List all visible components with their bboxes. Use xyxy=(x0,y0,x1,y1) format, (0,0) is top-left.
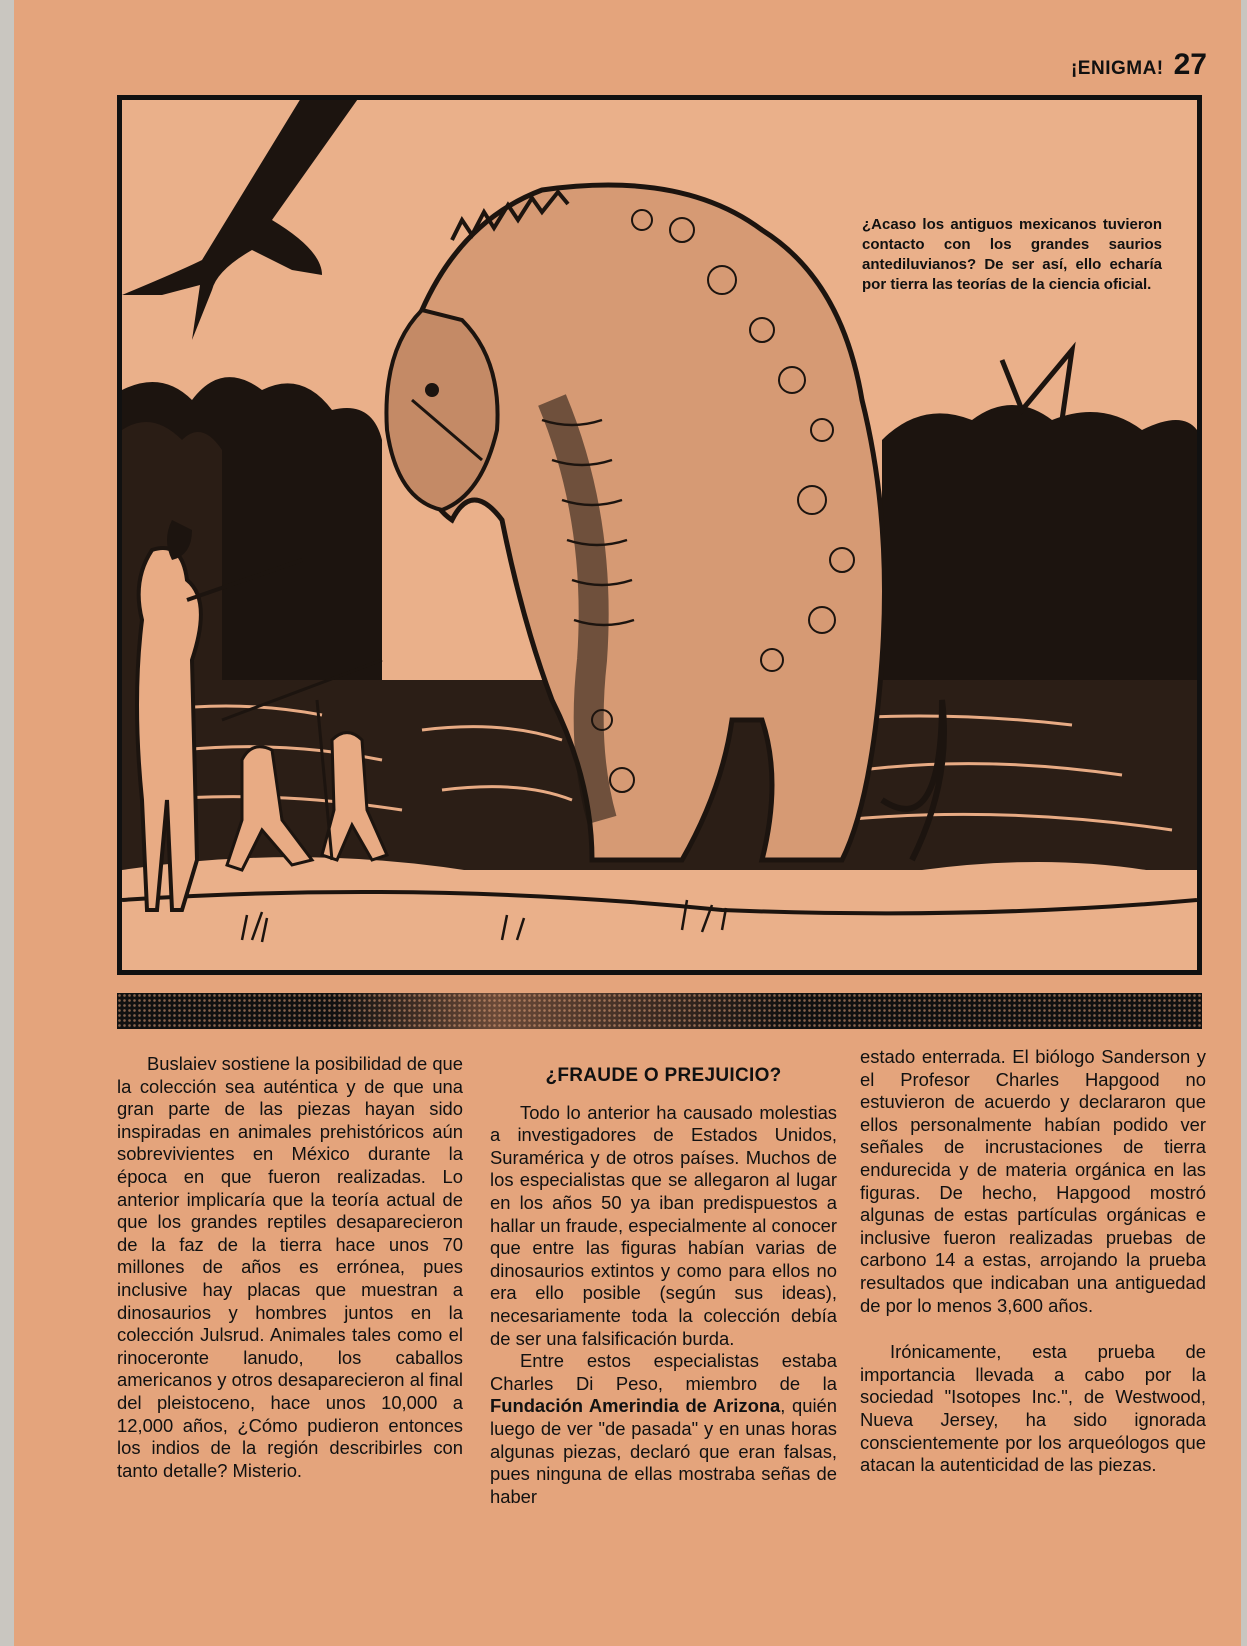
page-header xyxy=(1071,48,1207,82)
paragraph xyxy=(490,1350,837,1508)
article-column-2 xyxy=(490,1053,837,1508)
paragraph-text: Entre estos especialistas estaba Charles Di Peso, miembro de la xyxy=(490,1350,837,1394)
article-column-1 xyxy=(117,1053,463,1482)
page-number: 27 xyxy=(1173,48,1207,81)
paragraph: Todo lo anterior ha causado molestias a investigadores de Estados Unidos, Suramérica y de otros países. Muchos de los especialistas que se allegaron al lugar en los años 50 ya iban predispuestos a hallar un fraude, especialmente al conocer que entre las figuras habían varias de dinosaurios extintos y como para ellos no era ello posible (según sus ideas), necesariamente toda la colección debía de ser una falsificación burda. xyxy=(490,1101,837,1349)
page-edge-right xyxy=(1241,0,1247,1646)
illustration-caption: ¿Acaso los antiguos mexicanos tuvieron contacto con los grandes saurios antediluvianos? De ser así, ello echaría por tierra las teorías de la ciencia oficial. xyxy=(862,216,1162,293)
article-column-3 xyxy=(860,1046,1206,1477)
magazine-name: ¡ENIGMA! xyxy=(1070,58,1164,79)
paragraph: Buslaiev sostiene la posibilidad de que la colección sea auténtica y de que una gran parte de las piezas hayan sido inspiradas en animales prehistóricos aún sobrevivientes en México durante la época en que fueron realizadas. Lo anterior implicaría que la teoría actual de que los grandes reptiles desaparecieron de la faz de la tierra hace unos 70 millones de años es errónea, pues inclusive hay placas que muestran a dinosaurios y hombres juntos en la colección Julsrud. Animales tales como el rinoceronte lanudo, los caballos americanos y otros desaparecieron al final del pleistoceno, hace unos 10,000 a 12,000 años, ¿Cómo pudieron entonces los indios de la región describirles con tanto detalle? Misterio. xyxy=(117,1053,463,1481)
section-subheading: ¿FRAUDE O PREJUICIO? xyxy=(545,1065,782,1086)
halftone-divider-bar xyxy=(117,993,1202,1029)
organization-name: Fundación Amerindia de Arizona xyxy=(490,1395,781,1417)
paragraph-text: , quién luego de ver "de pasada" y en unas horas algunas piezas, declaró que eran falsas, pues ninguna de ellas mostraba señas de haber xyxy=(490,1395,838,1507)
dinosaur-illustration xyxy=(117,95,1202,975)
paragraph: estado enterrada. El biólogo Sanderson y el Profesor Charles Hapgood no estuvieron de acuerdo y declararon que ellos personalmente habían podido ver señales de incrustaciones de tierra endurecida y de materia orgánica en las figuras. De hecho, Hapgood mostró algunas de estas partículas orgánicas e inclusive fueron realizadas pruebas de carbono 14 a estas, arrojando la prueba resultados que indicaban una antiguedad de por lo menos 3,600 años. xyxy=(860,1046,1206,1316)
paragraph: Irónicamente, esta prueba de importancia llevada a cabo por la sociedad "Isotopes Inc.", de Westwood, Nueva Jersey, ha sido ignorada conscientemente por los arqueólogos que atacan la autenticidad de las piezas. xyxy=(860,1341,1206,1476)
page-edge-left xyxy=(0,0,14,1646)
